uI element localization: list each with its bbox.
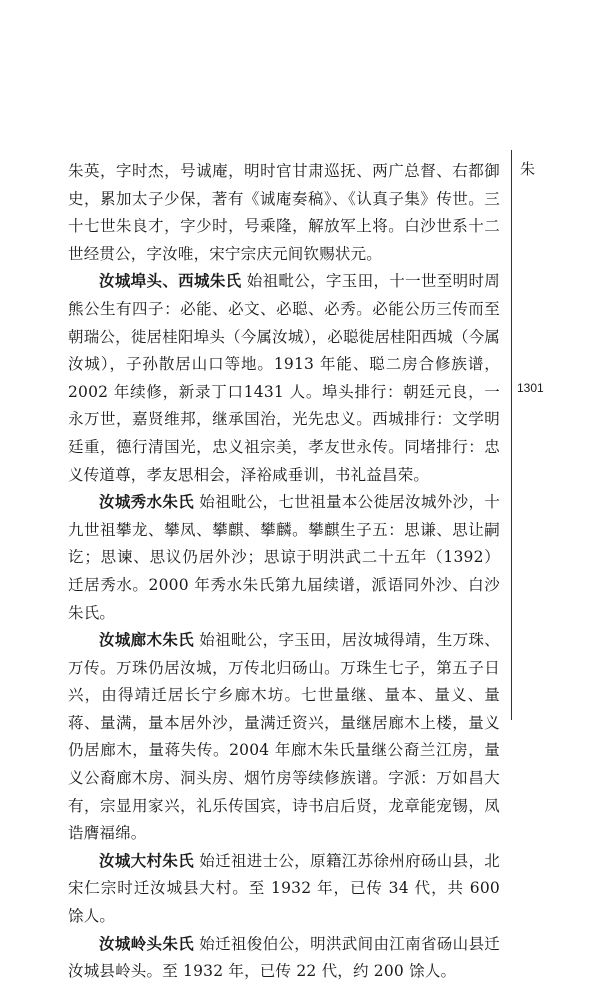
side-label: 朱 (520, 160, 536, 178)
paragraph-zhu-ying (68, 158, 500, 268)
paragraph-body: 朱英，字时杰，号诚庵，明时官甘肃巡抚、两广总督、右都御史，累加太子少保，著有《诚庵奏稿》、《认真子集》传世。三十七世朱良才，字少时，号乘隆，解放军上将。白沙世系十二世经贯公，字汝唯，宋宁宗庆元间钦赐状元。 (68, 162, 500, 263)
paragraph-heading: 汝城廊木朱氏 (99, 631, 195, 650)
paragraph-heading: 汝城岭头朱氏 (99, 934, 195, 953)
paragraph-body: 始迁祖进士公，原籍江苏徐州府砀山县，北宋仁宗时迁汝城县大村。至 1932 年，已传 34 代，共 600 馀人。 (68, 851, 500, 926)
main-text (68, 158, 500, 986)
paragraph-heading: 汝城大村朱氏 (99, 851, 195, 870)
paragraph-lingtou (68, 931, 500, 986)
margin-rule (511, 150, 512, 720)
paragraph-heading: 汝城秀水朱氏 (99, 493, 195, 512)
paragraph-dacun (68, 848, 500, 931)
paragraph-heading: 汝城埠头、西城朱氏 (99, 272, 242, 291)
paragraph-body: 始祖毗公，字玉田，十一世至明时周熊公生有四子：必能、必文、必聪、必秀。必能公历三传而至朝瑞公，徙居桂阳埠头（今属汝城），必聪徙居桂阳西城（今属汝城），子孙散居山口等地。1913 年能、聪二房合修族谱，2002 年续修，新录丁口1431 人。埠头排行：朝廷元良，一永万世，嘉贤维邦，继承国治，光先忠义。西城排行：文学明廷重，德行清国光，忠义祖宗美，孝友世永传。同堵排行：忠义传道尊，孝友思相会，泽裕咸垂训，书礼益昌荣。 (68, 272, 500, 484)
page-number: 1301 (517, 381, 544, 395)
paragraph-xiushui (68, 489, 500, 627)
paragraph-body: 始祖毗公，字玉田，居汝城得靖，生万珠、万传。万珠仍居汝城，万传北归砀山。万珠生七子，第五子日兴，由得靖迁居长宁乡廊木坊。七世量继、量本、量义、量蒋、量满，量本居外沙，量满迁资兴，量继居廊木上楼，量义仍居廊木，量蒋失传。2004 年廊木朱氏量继公裔兰江房，量义公裔廊木房、洞头房、烟竹房等续修族谱。字派：万如昌大有，宗显用家兴，礼乐传国宾，诗书启后贤，龙章能宠锡，凤诰膺福绵。 (68, 631, 500, 843)
paragraph-butou-xicheng (68, 268, 500, 489)
paragraph-langmu (68, 627, 500, 848)
paragraph-body: 始祖毗公，七世祖量本公徙居汝城外沙，十九世祖攀龙、攀凤、攀麒、攀麟。攀麒生子五：思谦、思让嗣讫；思谏、思议仍居外沙；思谅于明洪武二十五年（1392）迁居秀水。2000 年秀水朱氏第九届续谱，派语同外沙、白沙朱氏。 (68, 493, 500, 622)
paragraph-body: 始迁祖俊伯公，明洪武间由江南省砀山县迁汝城县岭头。至 1932 年，已传 22 代，约 200 馀人。 (68, 934, 500, 981)
